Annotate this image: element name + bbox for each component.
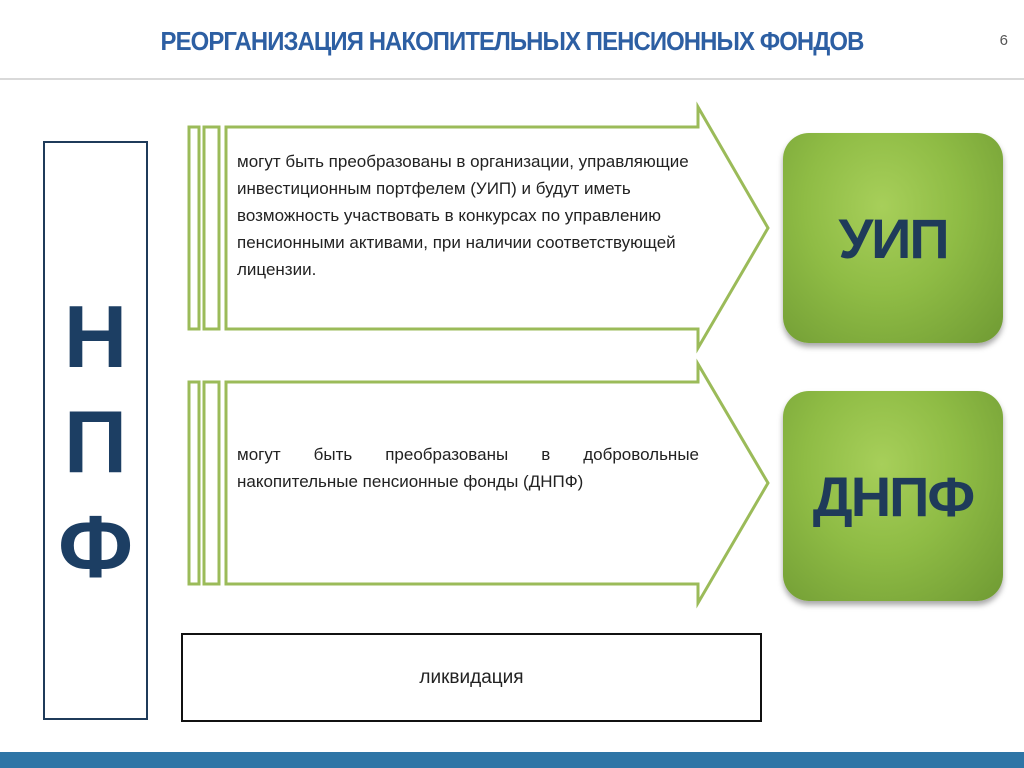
page-title: РЕОРГАНИЗАЦИЯ НАКОПИТЕЛЬНЫХ ПЕНСИОННЫХ ФОНДОВ — [160, 26, 864, 56]
badge-dnpf — [783, 391, 1003, 601]
liquidation-label: ликвидация — [419, 666, 524, 688]
arrow-dnpf-stripe-1 — [189, 382, 199, 584]
badge-dnpf-label: ДНПФ — [812, 464, 974, 528]
npf-letter-p: П — [63, 392, 128, 491]
liquidation-box — [181, 633, 762, 722]
page-number: 6 — [999, 32, 1008, 49]
arrow-dnpf-stripe-2 — [204, 382, 219, 584]
arrow-uip-stripe-2 — [204, 127, 219, 329]
badge-uip-label: УИП — [838, 206, 948, 270]
npf-letter-f: Ф — [57, 497, 134, 596]
npf-letter-n: Н — [63, 287, 128, 386]
arrow-dnpf-text: могут быть преобразованы в добровольные накопительные пенсионные фонды (ДНПФ) — [237, 445, 699, 491]
arrow-uip-stripe-1 — [189, 127, 199, 329]
footer-bar — [0, 752, 1024, 768]
arrow-uip-text: могут быть преобразованы в организации, управляющие инвестиционным портфелем (УИП) и будут иметь возможность участвовать в конкурсах по управлению пенсионными активами, при наличии соответствующей лицензии. — [237, 152, 689, 279]
badge-uip — [783, 133, 1003, 343]
